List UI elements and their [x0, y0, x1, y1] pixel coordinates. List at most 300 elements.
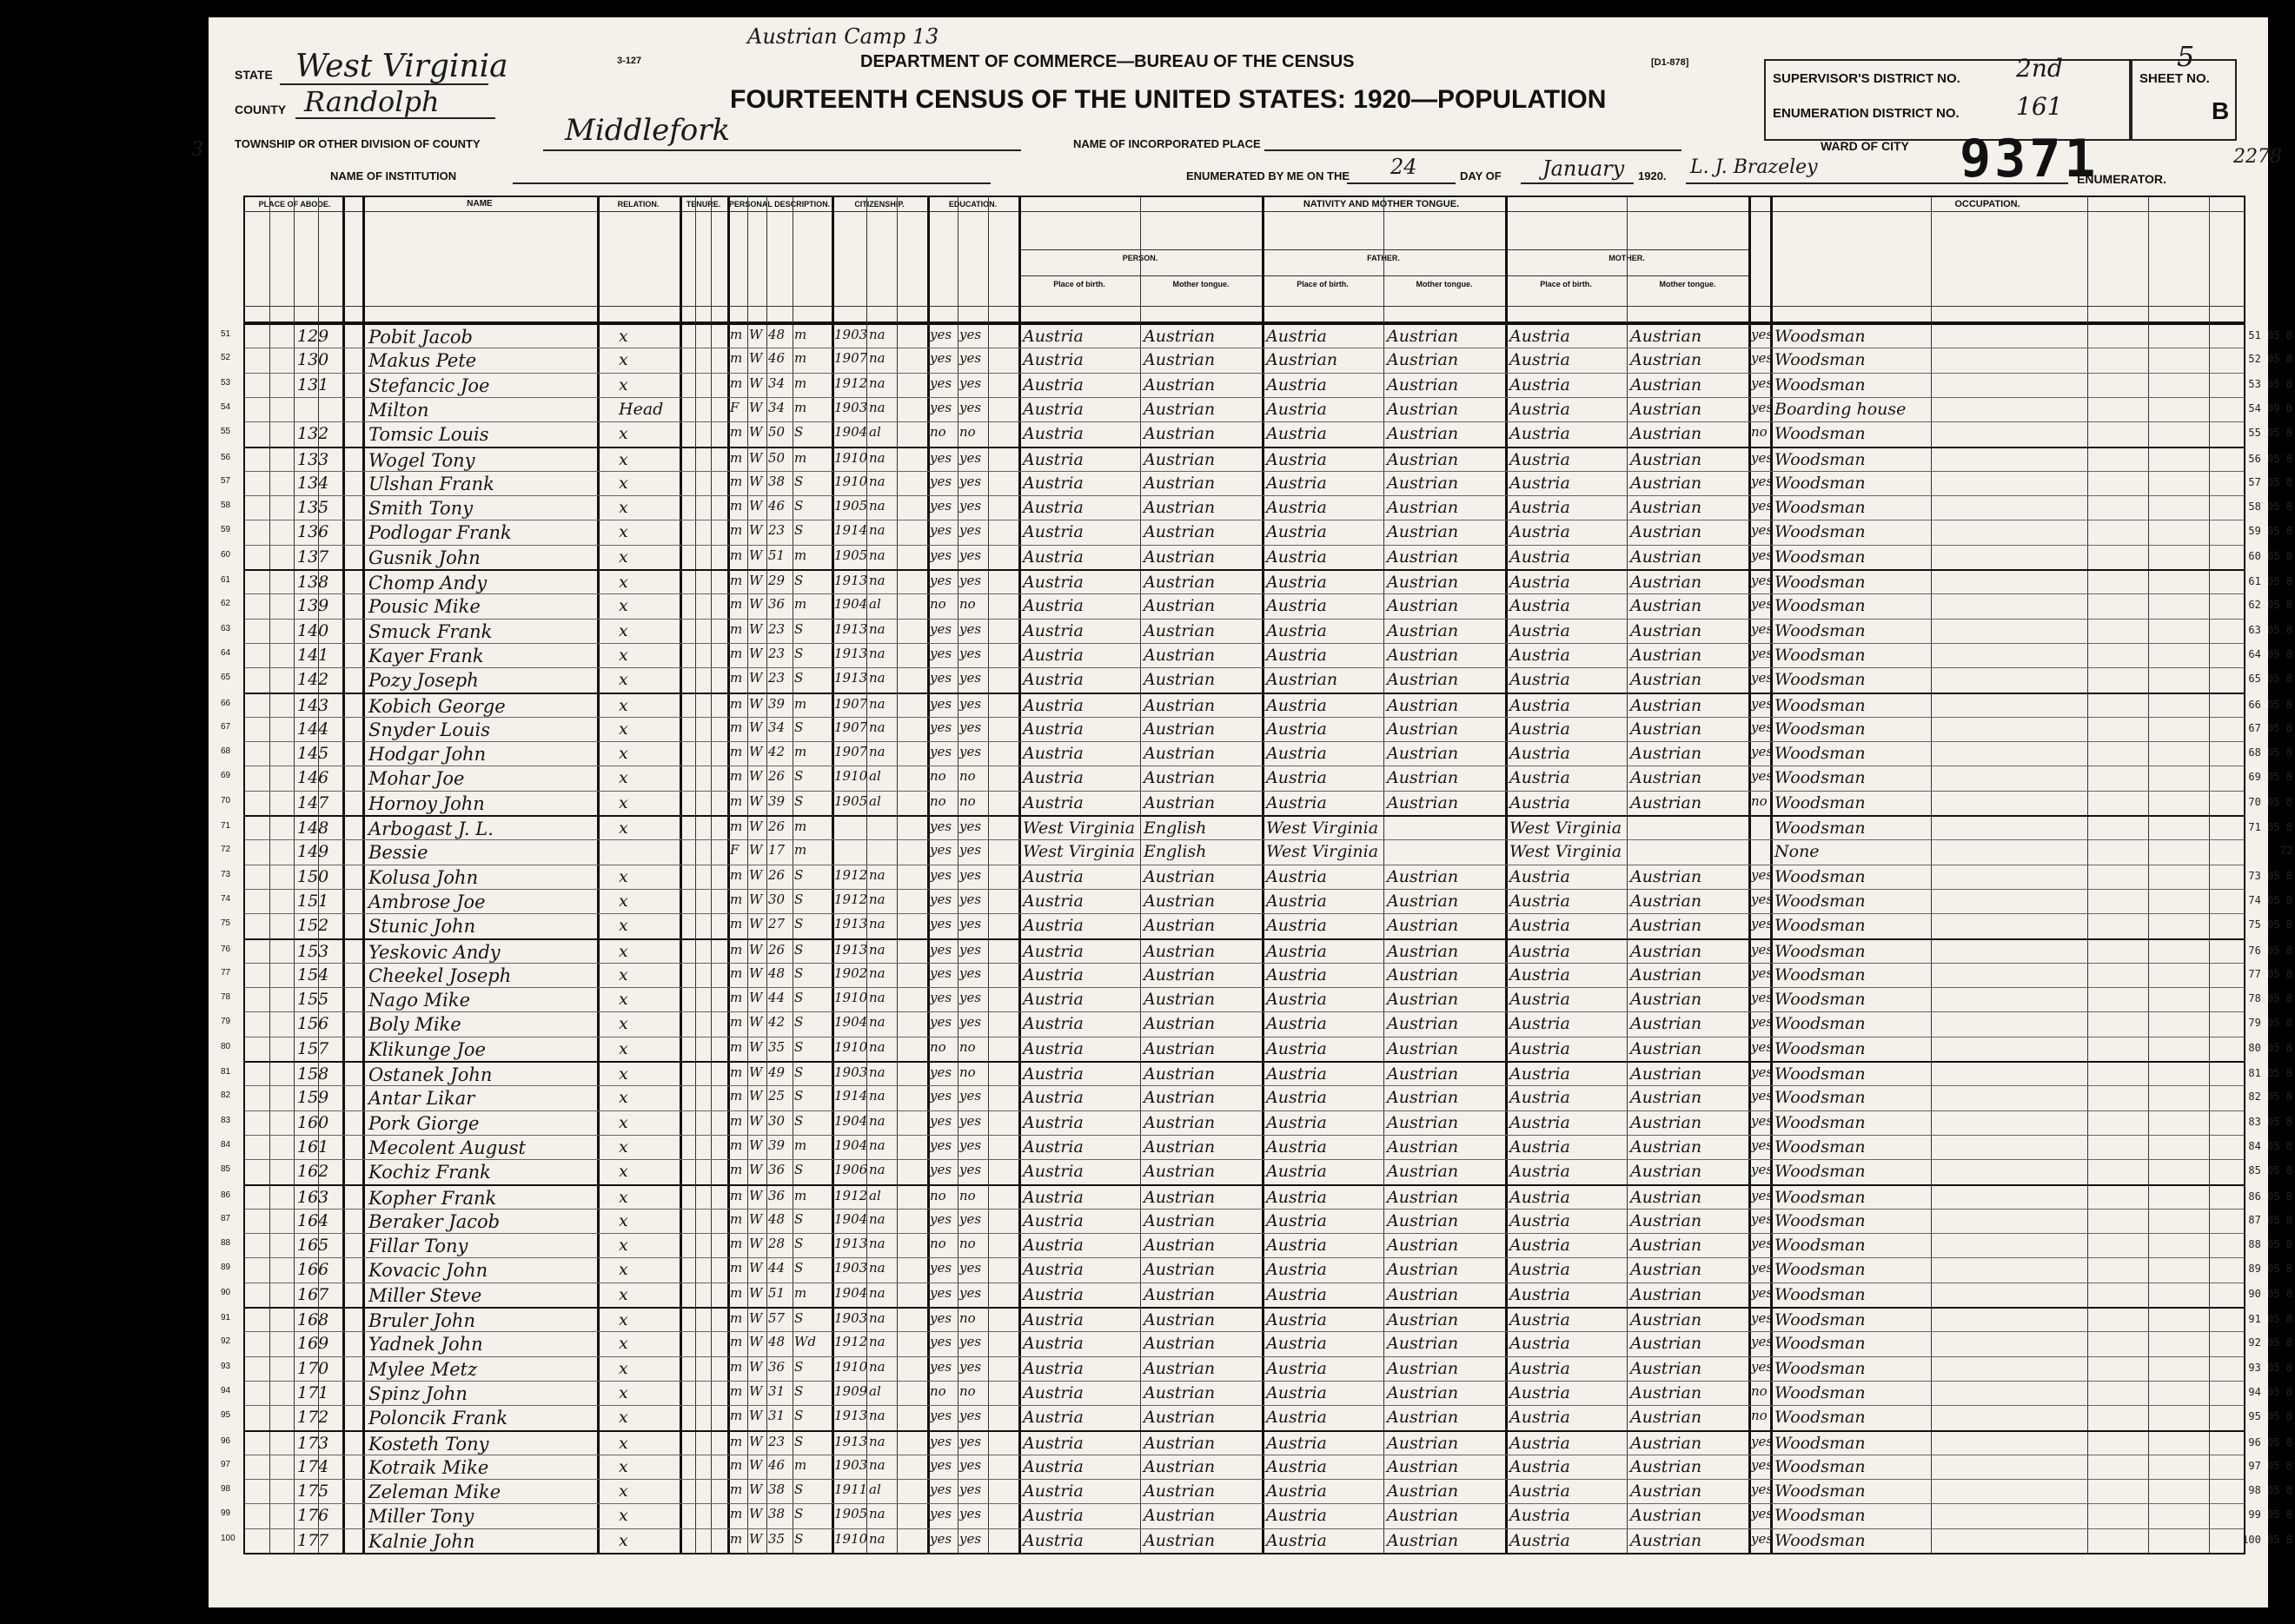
person-name: Hornoy John [368, 792, 485, 814]
age: 30 [768, 891, 786, 907]
relation: x [619, 1408, 628, 1428]
birthplace: Austria [1023, 1088, 1084, 1108]
table-row [221, 1061, 2292, 1087]
father-tongue: Austrian [1387, 1162, 1459, 1182]
sex: m [730, 964, 743, 981]
sex: m [730, 1137, 743, 1153]
mother-tongue: Austrian [1144, 866, 1216, 886]
marital-status: S [794, 1064, 804, 1080]
father-pob-label: Place of birth. [1297, 280, 1349, 288]
mother-birthplace: Austria [1509, 891, 1570, 911]
father-tongue: Austrian [1387, 744, 1459, 764]
father-tongue: Austrian [1387, 573, 1459, 592]
can-write: yes [959, 941, 982, 958]
father-birthplace: Austria [1266, 1014, 1327, 1034]
enumerated-month: January [1542, 156, 1625, 181]
house-number: 137 [297, 547, 329, 567]
can-read: yes [930, 1088, 952, 1104]
occupation-code: 81 05 8 [2248, 1067, 2292, 1079]
line-number: 79 [221, 1017, 231, 1027]
person-name: Kayer Frank [368, 645, 484, 666]
mother-mother-tongue: Austrian [1630, 866, 1702, 886]
relation: x [619, 1284, 628, 1304]
mother-tongue: Austrian [1144, 1112, 1216, 1132]
birthplace: Austria [1023, 891, 1084, 911]
mother-birthplace: Austria [1509, 1038, 1570, 1058]
occupation-code: 96 05 8 [2248, 1435, 2292, 1448]
mother-mother-tongue: Austrian [1630, 1187, 1702, 1207]
father-birthplace: Austria [1266, 1481, 1327, 1501]
line-number: 70 [221, 795, 231, 805]
marital-status: m [794, 842, 807, 858]
race: W [749, 327, 763, 342]
race: W [749, 1236, 763, 1252]
birthplace: West Virginia [1023, 819, 1136, 838]
occupation: Woodsman [1774, 1112, 1866, 1132]
birthplace: Austria [1023, 744, 1084, 764]
mother-tongue: Austrian [1144, 719, 1216, 739]
father-birthplace: Austria [1266, 1530, 1327, 1550]
occupation: Woodsman [1774, 1358, 1866, 1378]
marital-status: S [794, 1014, 804, 1031]
relation: x [619, 768, 628, 788]
marital-status: S [794, 620, 804, 637]
age: 27 [768, 916, 786, 932]
relation: x [619, 620, 628, 640]
person-name: Kosteth Tony [368, 1433, 489, 1455]
immigration-year: 1903 [834, 399, 868, 415]
census-title: FOURTEENTH CENSUS OF THE UNITED STATES: 1920—POPULATION [730, 85, 1607, 114]
naturalization: na [869, 1064, 885, 1080]
sex: m [730, 819, 743, 834]
father-tongue: Austrian [1387, 596, 1459, 616]
person-name: Bruler John [368, 1310, 475, 1331]
race: W [749, 1530, 763, 1547]
race: W [749, 891, 763, 907]
marital-status: m [794, 1456, 807, 1473]
speaks-english: yes [1751, 768, 1774, 785]
father-tongue: Austrian [1387, 1112, 1459, 1132]
age: 25 [768, 1088, 786, 1104]
line-number: 78 [221, 992, 231, 1003]
father-birthplace: Austria [1266, 547, 1327, 567]
race: W [749, 473, 763, 489]
occupation-code: 95 05 8 [2248, 1410, 2292, 1423]
father-birthplace: Austria [1266, 620, 1327, 640]
relation: x [619, 866, 628, 886]
birthplace: Austria [1023, 449, 1084, 469]
table-row [221, 447, 2292, 473]
father-tongue: Austrian [1387, 1481, 1459, 1501]
table-row [221, 397, 2292, 422]
person-name: Arbogast J. L. [368, 819, 494, 839]
table-row [221, 348, 2292, 373]
can-write: yes [959, 1334, 982, 1350]
father-birthplace: Austria [1266, 1236, 1327, 1256]
mother-mother-tongue: Austrian [1630, 350, 1702, 370]
person-name: Milton [368, 399, 429, 421]
can-read: no [930, 1038, 946, 1055]
mother-tongue: Austrian [1144, 964, 1216, 984]
mother-tongue: English [1144, 842, 1207, 862]
person-name: Klikunge Joe [368, 1038, 486, 1060]
occupation-code: 100 05 8 [2242, 1533, 2292, 1546]
speaks-english: yes [1751, 1064, 1774, 1080]
race: W [749, 990, 763, 1006]
mother-mother-tongue: Austrian [1630, 990, 1702, 1010]
occupation: Woodsman [1774, 1088, 1866, 1108]
person-name: Kalnie John [368, 1530, 475, 1552]
mother-birthplace: Austria [1509, 1014, 1570, 1034]
father-tongue: Austrian [1387, 695, 1459, 715]
naturalization: na [869, 1236, 885, 1252]
mother-mother-tongue: Austrian [1630, 719, 1702, 739]
father-birthplace: Austria [1266, 1260, 1327, 1280]
relation: x [619, 1433, 628, 1453]
marital-status: m [794, 350, 807, 367]
sex: m [730, 473, 743, 489]
speaks-english: yes [1751, 1210, 1774, 1227]
table-row [221, 593, 2292, 619]
mother-birthplace: Austria [1509, 1506, 1570, 1526]
sex: m [730, 645, 743, 661]
race: W [749, 1064, 763, 1080]
house-number: 162 [297, 1162, 329, 1182]
naturalization: na [869, 375, 885, 391]
father-tongue: Austrian [1387, 866, 1459, 886]
can-write: yes [959, 573, 982, 588]
person-name: Kobich George [368, 695, 506, 717]
can-read: yes [930, 375, 952, 391]
mother-birthplace: Austria [1509, 695, 1570, 715]
can-write: yes [959, 964, 982, 981]
birthplace: Austria [1023, 916, 1084, 936]
occupation-code: 59 05 8 [2248, 525, 2292, 538]
can-read: yes [930, 1530, 952, 1547]
census-table [221, 196, 2292, 1554]
occupation-code: 66 05 8 [2248, 698, 2292, 711]
speaks-english: yes [1751, 670, 1774, 686]
race: W [749, 399, 763, 415]
person-name: Ostanek John [368, 1064, 493, 1085]
table-row [221, 865, 2292, 890]
house-number: 135 [297, 498, 329, 518]
line-number: 75 [221, 918, 231, 929]
line-number: 60 [221, 549, 231, 560]
immigration-year: 1910 [834, 1530, 868, 1547]
house-number: 153 [297, 941, 329, 961]
sex: m [730, 327, 743, 342]
department-heading: DEPARTMENT OF COMMERCE—BUREAU OF THE CENSUS [860, 52, 1355, 71]
naturalization: na [869, 1088, 885, 1104]
birthplace: Austria [1023, 1530, 1084, 1550]
age: 29 [768, 573, 786, 588]
speaks-english: yes [1751, 891, 1774, 907]
speaks-english: yes [1751, 1236, 1774, 1252]
immigration-year: 1913 [834, 573, 868, 588]
occupation-code: 65 05 8 [2248, 673, 2292, 686]
sex: m [730, 547, 743, 563]
line-number: 69 [221, 771, 231, 781]
sex: m [730, 891, 743, 907]
marital-status: S [794, 1530, 804, 1547]
sex: F [730, 842, 740, 858]
house-number: 147 [297, 792, 329, 812]
occupation: Woodsman [1774, 866, 1866, 886]
table-row [221, 1283, 2292, 1308]
house-number: 161 [297, 1137, 329, 1157]
can-write: no [959, 424, 976, 441]
mother-birthplace: Austria [1509, 1310, 1570, 1329]
occupation-code: 71 05 8 [2248, 821, 2292, 833]
sex: m [730, 941, 743, 958]
can-write: no [959, 1064, 976, 1080]
sex: m [730, 990, 743, 1006]
sex: m [730, 1433, 743, 1449]
line-number: 51 [221, 329, 231, 339]
mother-mother-tongue: Austrian [1630, 1038, 1702, 1058]
mother-tongue: Austrian [1144, 744, 1216, 764]
occupation-code: 88 05 8 [2248, 1238, 2292, 1251]
speaks-english: yes [1751, 573, 1774, 588]
occupation: Woodsman [1774, 350, 1866, 370]
immigration-year: 1914 [834, 1088, 868, 1104]
birthplace: Austria [1023, 1162, 1084, 1182]
immigration-year: 1906 [834, 1162, 868, 1178]
form-number: 3-127 [617, 56, 642, 66]
relation: x [619, 1137, 628, 1157]
mother-birthplace: Austria [1509, 498, 1570, 518]
mother-birthplace: Austria [1509, 473, 1570, 493]
person-name: Mecolent August [368, 1137, 526, 1158]
can-read: yes [930, 1260, 952, 1276]
age: 26 [768, 866, 786, 883]
relation: x [619, 1334, 628, 1354]
mother-mother-tongue: Austrian [1630, 1162, 1702, 1182]
birthplace: Austria [1023, 424, 1084, 444]
mother-mother-tongue: Austrian [1630, 1310, 1702, 1329]
father-birthplace: Austria [1266, 573, 1327, 592]
birthplace: Austria [1023, 620, 1084, 640]
immigration-year: 1910 [834, 449, 868, 466]
naturalization: na [869, 620, 885, 637]
speaks-english: yes [1751, 350, 1774, 367]
table-row [221, 1135, 2292, 1160]
occupation: Woodsman [1774, 990, 1866, 1010]
line-number: 61 [221, 575, 231, 585]
immigration-year: 1913 [834, 670, 868, 686]
house-number: 170 [297, 1358, 329, 1378]
race: W [749, 424, 763, 441]
relation: x [619, 547, 628, 567]
house-number: 141 [297, 645, 329, 665]
immigration-year: 1903 [834, 1260, 868, 1276]
naturalization: na [869, 695, 885, 712]
person-name: Bessie [368, 842, 428, 864]
race: W [749, 1137, 763, 1153]
occupation: Woodsman [1774, 1137, 1866, 1157]
house-number: 129 [297, 327, 329, 346]
speaks-english: yes [1751, 1506, 1774, 1522]
mother-mother-tongue: Austrian [1630, 1112, 1702, 1132]
can-write: yes [959, 1408, 982, 1424]
father-birthplace: Austria [1266, 522, 1327, 542]
line-number: 57 [221, 475, 231, 486]
mother-tongue: Austrian [1144, 1382, 1216, 1402]
occupation-code: 51 05 8 [2248, 329, 2292, 341]
speaks-english: yes [1751, 1310, 1774, 1326]
enumerator-label: ENUMERATOR. [2077, 172, 2166, 186]
sex: m [730, 670, 743, 686]
line-number: 96 [221, 1435, 231, 1446]
house-number: 175 [297, 1481, 329, 1501]
age: 17 [768, 842, 786, 858]
naturalization: na [869, 964, 885, 981]
mother-tongue: Austrian [1144, 670, 1216, 690]
father-birthplace: Austria [1266, 424, 1327, 444]
marital-status: S [794, 1408, 804, 1424]
relation: x [619, 1310, 628, 1329]
sex: m [730, 1210, 743, 1227]
house-number: 176 [297, 1506, 329, 1526]
immigration-year: 1907 [834, 744, 868, 760]
sex: m [730, 1530, 743, 1547]
immigration-year: 1903 [834, 327, 868, 342]
race: W [749, 596, 763, 613]
person-name: Wogel Tony [368, 449, 475, 471]
marital-status: S [794, 1310, 804, 1326]
county-label: COUNTY [235, 103, 287, 116]
relation: x [619, 522, 628, 542]
naturalization: na [869, 1210, 885, 1227]
relation: x [619, 1260, 628, 1280]
can-read: yes [930, 964, 952, 981]
table-row [221, 741, 2292, 766]
house-number: 142 [297, 670, 329, 690]
speaks-english: yes [1751, 866, 1774, 883]
can-write: yes [959, 719, 982, 735]
table-row [221, 1110, 2292, 1136]
sex: m [730, 1038, 743, 1055]
mother-mother-tongue: Austrian [1630, 891, 1702, 911]
group-place: PLACE OF ABODE. [258, 200, 331, 209]
can-read: yes [930, 1456, 952, 1473]
sex: m [730, 424, 743, 441]
house-number: 150 [297, 866, 329, 886]
father-birthplace: Austria [1266, 1112, 1327, 1132]
table-row [221, 1209, 2292, 1234]
relation: x [619, 1481, 628, 1501]
mother-tongue: Austrian [1144, 1506, 1216, 1526]
relation: x [619, 1088, 628, 1108]
age: 38 [768, 1481, 786, 1498]
mother-mother-tongue: Austrian [1630, 1408, 1702, 1428]
occupation-code: 78 05 8 [2248, 992, 2292, 1005]
can-read: yes [930, 1334, 952, 1350]
birthplace: Austria [1023, 1210, 1084, 1230]
mother-birthplace: West Virginia [1509, 819, 1622, 838]
house-number: 134 [297, 473, 329, 493]
person-name: Hodgar John [368, 744, 487, 766]
mother-tongue: English [1144, 819, 1207, 838]
father-birthplace: Austria [1266, 498, 1327, 518]
immigration-year: 1905 [834, 498, 868, 514]
stamp-number: 9371 [1960, 129, 2099, 189]
table-row [221, 987, 2292, 1012]
mother-tongue-label: Mother tongue. [1659, 280, 1716, 288]
house-number: 139 [297, 596, 329, 616]
speaks-english: yes [1751, 719, 1774, 735]
mother-tongue: Austrian [1144, 547, 1216, 567]
sheet-side: B [2212, 97, 2230, 124]
marital-status: m [794, 744, 807, 760]
naturalization: na [869, 891, 885, 907]
marital-status: S [794, 1236, 804, 1252]
immigration-year: 1913 [834, 1236, 868, 1252]
mother-mother-tongue: Austrian [1630, 768, 1702, 788]
marital-status: S [794, 522, 804, 539]
mother-birthplace: Austria [1509, 719, 1570, 739]
mother-tongue: Austrian [1144, 990, 1216, 1010]
father-birthplace: Austria [1266, 866, 1327, 886]
naturalization: al [869, 1481, 881, 1498]
house-number: 148 [297, 819, 329, 838]
relation: x [619, 1358, 628, 1378]
age: 50 [768, 449, 786, 466]
can-read: no [930, 792, 946, 809]
father-birthplace: Austria [1266, 1408, 1327, 1428]
occupation: Woodsman [1774, 1260, 1866, 1280]
can-read: yes [930, 449, 952, 466]
mother-mother-tongue: Austrian [1630, 1210, 1702, 1230]
top-annotation: Austrian Camp 13 [747, 24, 939, 49]
can-write: yes [959, 498, 982, 514]
line-number: 55 [221, 427, 231, 437]
mother-tongue: Austrian [1144, 573, 1216, 592]
marital-status: S [794, 866, 804, 883]
occupation-code: 64 05 8 [2248, 647, 2292, 660]
table-row [221, 938, 2292, 964]
relation: x [619, 1064, 628, 1084]
age: 34 [768, 399, 786, 415]
sex: m [730, 719, 743, 735]
birthplace: Austria [1023, 1260, 1084, 1280]
can-write: yes [959, 1530, 982, 1547]
line-number: 97 [221, 1459, 231, 1469]
mother-birthplace: Austria [1509, 1358, 1570, 1378]
mother-tongue: Austrian [1144, 1530, 1216, 1550]
father-birthplace: Austria [1266, 1038, 1327, 1058]
relation: x [619, 645, 628, 665]
age: 31 [768, 1382, 786, 1399]
mother-pob-label: Place of birth. [1540, 280, 1592, 288]
mother-tongue: Austrian [1144, 645, 1216, 665]
immigration-year: 1904 [834, 1210, 868, 1227]
immigration-year: 1910 [834, 990, 868, 1006]
can-write: yes [959, 1112, 982, 1129]
immigration-year: 1902 [834, 964, 868, 981]
naturalization: na [869, 1456, 885, 1473]
naturalization: na [869, 1334, 885, 1350]
mother-mother-tongue: Austrian [1630, 327, 1702, 346]
mother-birthplace: Austria [1509, 1481, 1570, 1501]
person-name: Spinz John [368, 1382, 468, 1404]
occupation: Woodsman [1774, 719, 1866, 739]
speaks-english: yes [1751, 399, 1774, 415]
mother-birthplace: Austria [1509, 522, 1570, 542]
can-read: yes [930, 1506, 952, 1522]
person-name: Antar Likar [368, 1088, 475, 1110]
